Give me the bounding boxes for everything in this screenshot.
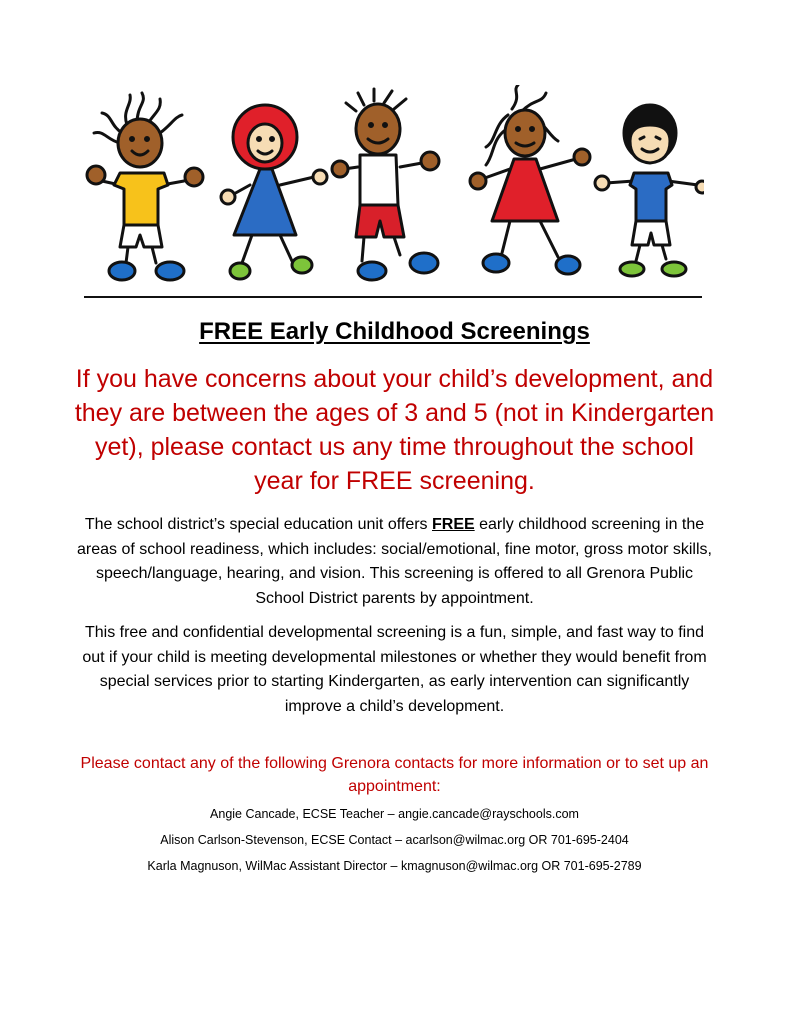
paragraph-screening-benefits: This free and confidential developmental screening is a fun, simple, and fast way to find out if your child is meeting developmental milestones or whether they would benefit from special services prior to starting Kindergarten, as early intervention can significantly improve a child’s development. <box>82 624 707 715</box>
child-yellow-shirt <box>87 93 203 280</box>
lead-statement: If you have concerns about your child’s development, and they are between the ages of 3 and 5 (not in Kindergarten yet), please contact us any time throughout the school year for FREE screening. <box>74 365 715 495</box>
contact-line: Alison Carlson-Stevenson, ECSE Contact – acarlson@wilmac.org OR 701-695-2404 <box>160 833 629 847</box>
page-title: FREE Early Childhood Screenings <box>199 318 590 345</box>
child-black-hair <box>595 105 704 276</box>
child-red-dress <box>470 85 590 274</box>
child-white-shirt <box>332 89 439 280</box>
paragraph1-after: early childhood screening in the areas of school readiness, which includes: social/emotional, fine motor, gross motor skills, speech/language, hearing, and vision. This screening is offered to all Grenora Public School District parents by appointment. <box>77 516 712 607</box>
contact-intro: Please contact any of the following Grenora contacts for more information or to set up an appointment: <box>80 755 709 795</box>
children-illustration <box>82 85 704 290</box>
child-red-hair <box>221 105 327 279</box>
free-emphasis: FREE <box>432 516 475 533</box>
paragraph-screening-offer <box>74 513 715 611</box>
contact-list <box>74 805 715 883</box>
contact-line: Karla Magnuson, WilMac Assistant Director – kmagnuson@wilmac.org OR 701-695-2789 <box>147 859 642 873</box>
paragraph1-before: The school district’s special education unit offers <box>84 516 432 533</box>
header-divider <box>84 296 702 298</box>
contact-line: Angie Cancade, ECSE Teacher – angie.cancade@rayschools.com <box>210 807 579 821</box>
